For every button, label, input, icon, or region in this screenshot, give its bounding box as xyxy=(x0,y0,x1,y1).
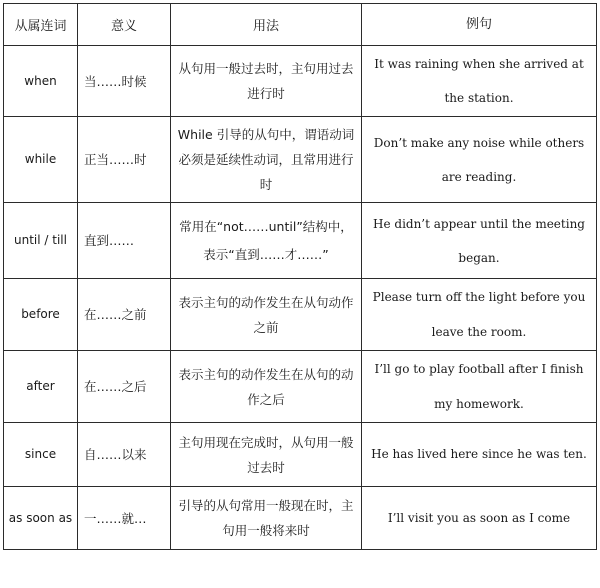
conjunction-cell: until / till xyxy=(4,203,78,279)
meaning-cell: 自……以来 xyxy=(78,423,171,487)
conjunction-cell: as soon as xyxy=(4,487,78,550)
header-meaning: 意义 xyxy=(78,4,171,46)
table-header-row xyxy=(4,4,597,46)
meaning-cell: 一……就… xyxy=(78,487,171,550)
usage-cell: 表示主句的动作发生在从句动作之前 xyxy=(171,279,362,351)
header-conjunction: 从属连词 xyxy=(4,4,78,46)
example-cell: Please turn off the light before you leave the room. xyxy=(362,279,597,351)
table-row xyxy=(4,487,597,550)
conjunction-table-page xyxy=(3,3,597,550)
table-row xyxy=(4,46,597,117)
conjunction-cell: before xyxy=(4,279,78,351)
usage-cell: 主句用现在完成时，从句用一般过去时 xyxy=(171,423,362,487)
conjunction-cell: while xyxy=(4,117,78,203)
header-example: 例句 xyxy=(362,4,597,46)
usage-cell: While 引导的从句中，谓语动词必须是延续性动词，且常用进行时 xyxy=(171,117,362,203)
meaning-cell: 在……之前 xyxy=(78,279,171,351)
table-row xyxy=(4,203,597,279)
meaning-cell: 直到…… xyxy=(78,203,171,279)
meaning-cell: 在……之后 xyxy=(78,351,171,423)
example-cell: Don’t make any noise while others are reading. xyxy=(362,117,597,203)
example-cell: He didn’t appear until the meeting began. xyxy=(362,203,597,279)
table-row xyxy=(4,351,597,423)
conjunction-cell: when xyxy=(4,46,78,117)
usage-cell: 表示主句的动作发生在从句的动作之后 xyxy=(171,351,362,423)
conjunction-cell: after xyxy=(4,351,78,423)
header-usage: 用法 xyxy=(171,4,362,46)
usage-cell: 引导的从句常用一般现在时，主句用一般将来时 xyxy=(171,487,362,550)
table-row xyxy=(4,279,597,351)
example-cell: I’ll go to play football after I finish my homework. xyxy=(362,351,597,423)
meaning-cell: 正当……时 xyxy=(78,117,171,203)
conjunction-table xyxy=(3,3,597,550)
example-cell: I’ll visit you as soon as I come xyxy=(362,487,597,550)
example-cell: He has lived here since he was ten. xyxy=(362,423,597,487)
table-row xyxy=(4,423,597,487)
usage-cell: 从句用一般过去时，主句用过去进行时 xyxy=(171,46,362,117)
table-row xyxy=(4,117,597,203)
meaning-cell: 当……时候 xyxy=(78,46,171,117)
conjunction-cell: since xyxy=(4,423,78,487)
example-cell: It was raining when she arrived at the station. xyxy=(362,46,597,117)
usage-cell: 常用在“not……until”结构中，表示“直到……才……” xyxy=(171,203,362,279)
